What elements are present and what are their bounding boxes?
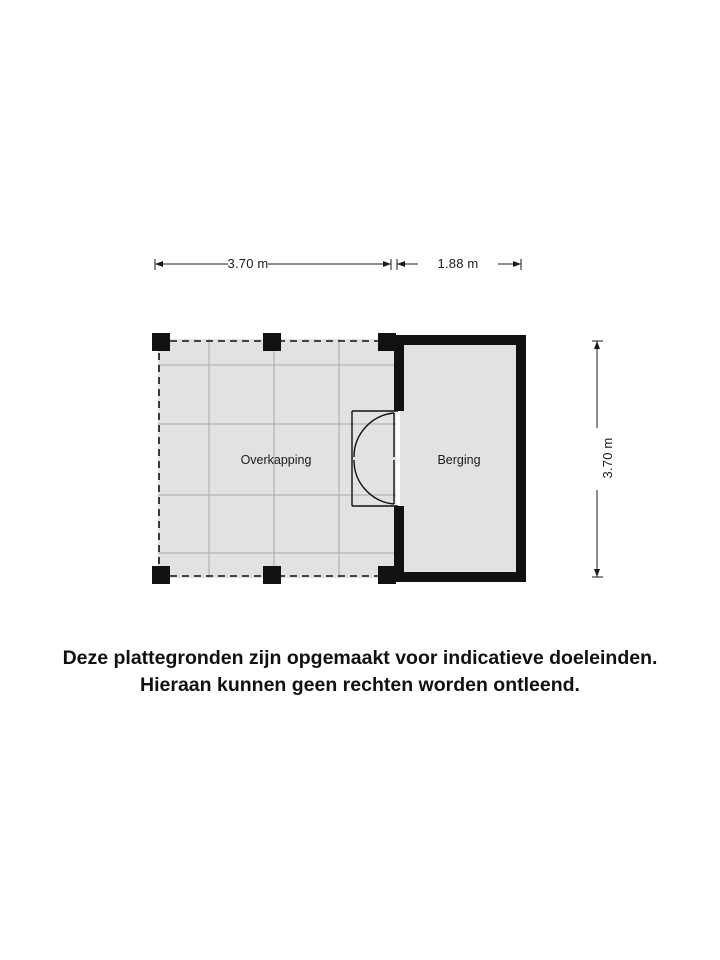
room-label-overkapping: Overkapping bbox=[240, 453, 312, 467]
dimension-label-right: 3.70 m bbox=[600, 437, 615, 479]
disclaimer-line-1: Deze plattegronden zijn opgemaakt voor indicatieve doeleinden. bbox=[62, 647, 658, 669]
dimension-label-top-right: 1.88 m bbox=[437, 256, 479, 271]
room-label-berging: Berging bbox=[437, 453, 481, 467]
dimension-label-top-left: 3.70 m bbox=[227, 256, 269, 271]
disclaimer-line-2: Hieraan kunnen geen rechten worden ontleend. bbox=[140, 674, 580, 696]
